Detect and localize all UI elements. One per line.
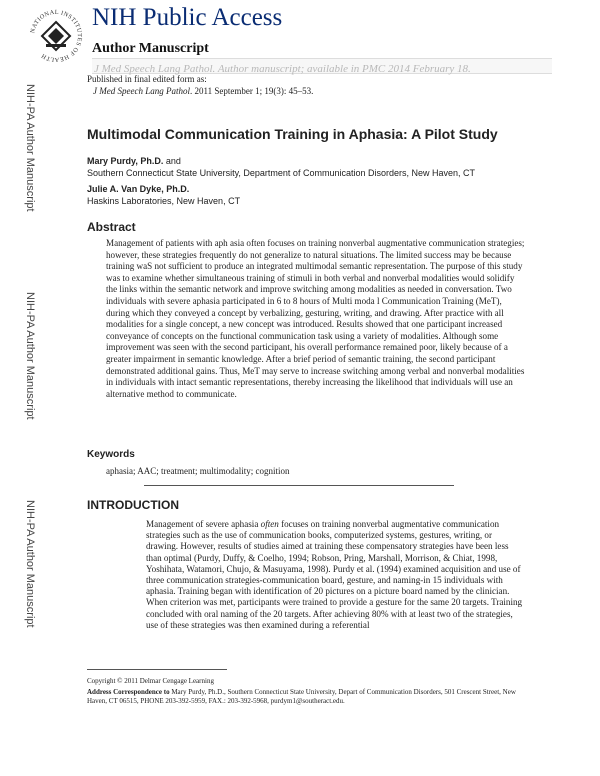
citation-journal: J Med Speech Lang Pathol [93,86,190,96]
author-1-and: and [163,156,181,166]
side-label-text: NIH-PA Author Manuscript [24,84,36,212]
footnote-rule [87,669,227,670]
introduction-heading: INTRODUCTION [87,498,179,512]
copyright-line: Copyright © 2011 Delmar Cengage Learning [87,677,214,685]
side-label-text: NIH-PA Author Manuscript [24,292,36,420]
author-1 [87,156,181,166]
abstract-body: Management of patients with aph asia often focuses on training nonverbal augmentative communication strategies; however, these strategies frequently do not generalize to natural situations. The limited success may be because training waS not sufficient to produce an integrated multimodal semantic representation. The purpose of this study was to examine whether simultaneous training of stimuli in both verbal and nonverbal modalities would solidify the links within the semantic network and improve switching among modalities as needed in conversation. Two individuals with severe aphasia participated in 6 to 8 hours of Multi moda l Communication Training (MeT), during which they conveyed a concept by verbalizing, gesturing, writing, and drawing. After practice with all modalities for a single concept, a new concept was introduced. Results showed that one participant increased conveyance of concepts on the functional communication task using a variety of modalities. Although some improvement was seen with the second participant, his overall performance remained poor, likely because of a greater impairment in semantic knowledge. After a brief period of semantic training, the second participant demonstrated additional gains. Thus, MeT may serve to increase switching among verbal and nonverbal modalities in individuals with intact semantic representations, thereby increasing the likelihood that individuals will use an alternative method to communicate. [106,238,525,399]
author-2-name: Julie A. Van Dyke, Ph.D. [87,184,190,194]
intro-lead: Management of severe aphasia [146,519,261,529]
intro-text: focuses on training nonverbal augmentative communication strategies such as the use of communication books, computerized systems, gestures, writing, or drawing. However, results of studies aimed at training these compensatory strategies have been less than optimal (Purdy, Duffy, & Coelho, 1994; Robson, Pring, Marshall, Morrison, & Chiat, 1998, Yoshihata, Watamori, Chujo, & Masuyama, 1998). Purdy et al. (1994) examined acquisition and use of three communication strategies-communication board, gesture, and naming-in 15 individuals with aphasia. Training began with identification of 20 pictures on a picture board named by the clinician. When criterion was met, participants were trained to provide a gesture for the same 20 targets. Training concluded with oral naming of the 20 targets. After achieving 80% with at least two of the strategies, use of these strategies was then examined during a referential [146,519,523,630]
intro-emphasis: often [260,519,279,529]
citation-line [93,86,313,96]
nih-logo [26,6,86,66]
journal-availability-bar [92,58,552,74]
correspondence-label: Address Correspondence to [87,688,170,696]
author-manuscript-label: Author Manuscript [92,41,209,56]
logo-ring-text: NATIONAL INSTITUTES OF HEALTH [29,8,84,64]
side-label-bottom [22,500,36,660]
abstract-heading: Abstract [87,220,136,234]
section-divider [144,485,454,486]
journal-availability-text: J Med Speech Lang Pathol. Author manuscript; available in PMC 2014 February 18. [94,63,471,75]
side-label-text: NIH-PA Author Manuscript [24,500,36,628]
introduction-body [146,519,524,631]
side-label-middle [22,292,36,452]
author-1-name: Mary Purdy, Ph.D. [87,156,164,166]
keywords-list: aphasia; AAC; treatment; multimodality; cognition [106,466,290,476]
article-title: Multimodal Communication Training in Aphasia: A Pilot Study [87,126,498,142]
nih-public-access-title: NIH Public Access [92,4,283,31]
correspondence-text: Mary Purdy, Ph.D., Southern Connecticut State University, Depart of Communication Disorders, 501 Crescent Street, New Haven, CT 06515, PHONE 203-392-5959, FAX.: 203-392-5968, purdym1@southeract.edu. [87,688,516,705]
keywords-heading: Keywords [87,449,135,460]
author-2 [87,184,189,194]
published-line: Published in final edited form as: [87,74,207,84]
side-label-top [22,84,36,244]
author-1-affiliation: Southern Connecticut State University, Department of Communication Disorders, New Haven, CT [87,168,475,178]
citation-details: . 2011 September 1; 19(3): 45–53. [189,86,314,96]
correspondence-note [87,688,527,706]
author-2-affiliation: Haskins Laboratories, New Haven, CT [87,196,241,206]
